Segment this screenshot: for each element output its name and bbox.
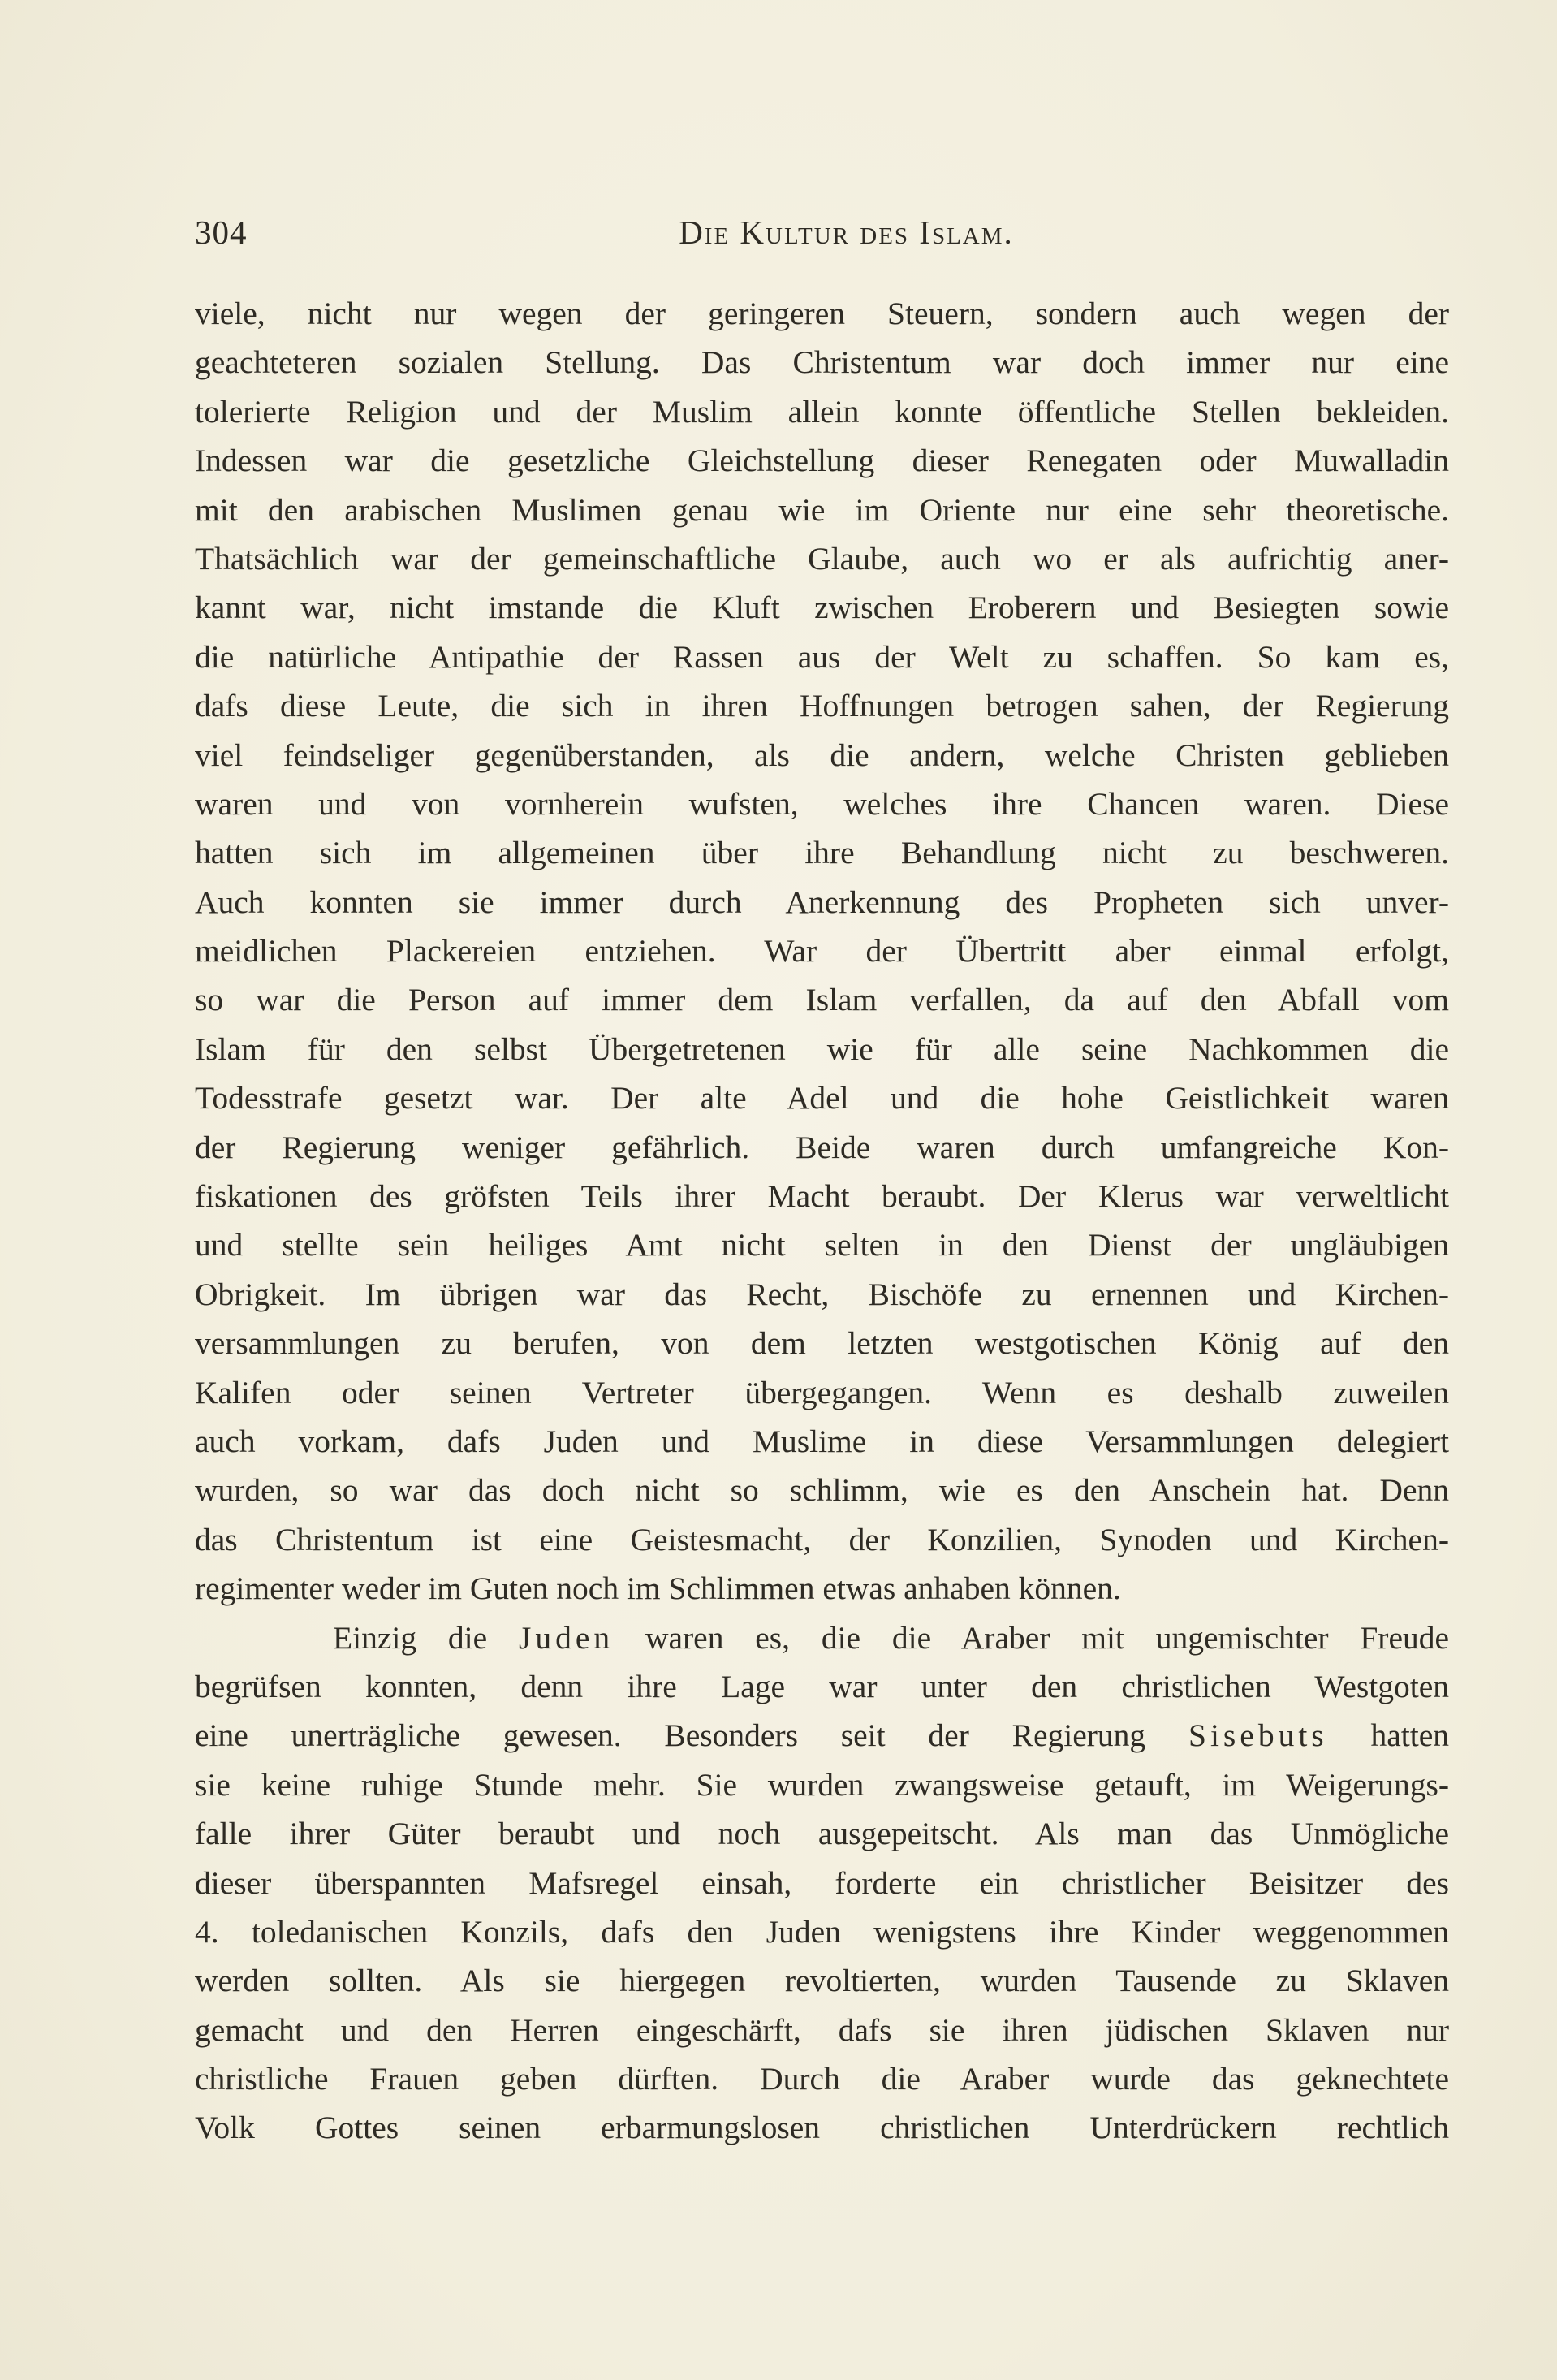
running-title: Die Kultur des Islam. xyxy=(679,214,1014,251)
text-line: so war die Person auf immer dem Islam verfallen, da auf den Abfall vom xyxy=(195,982,1449,1018)
text-line: viele, nicht nur wegen der geringeren Steuern, sondern auch wegen der xyxy=(195,296,1449,331)
body-text xyxy=(195,289,1449,2153)
text-line: waren und von vornherein wufsten, welches ihre Chancen waren. Diese xyxy=(195,785,1449,822)
text-line: gemacht und den Herren eingeschärft, dafs sie ihren jüdischen Sklaven nur xyxy=(195,2011,1449,2048)
text-line: die natürliche Antipathie der Rassen aus der Welt zu schaffen. So kam es, xyxy=(195,638,1449,675)
text-line: christliche Frauen geben dürften. Durch die Araber wurde das geknechtete xyxy=(195,2061,1449,2097)
text-line: Todesstrafe gesetzt war. Der alte Adel und die hohe Geistlichkeit waren xyxy=(195,1080,1449,1117)
text-line: der Regierung weniger gefährlich. Beide waren durch umfangreiche Kon- xyxy=(195,1129,1449,1165)
text-line: Kalifen oder seinen Vertreter übergegangen. Wenn es deshalb zuweilen xyxy=(195,1374,1449,1410)
text-segment: hatten xyxy=(1370,1717,1449,1754)
text-line xyxy=(195,1613,1449,1662)
text-line: fiskationen des gröfsten Teils ihrer Macht beraubt. Der Klerus war verweltlicht xyxy=(195,1178,1449,1215)
text-line: Thatsächlich war der gemeinschaftliche Glaube, auch wo er als aufrichtig aner- xyxy=(195,540,1449,577)
text-line: sie keine ruhige Stunde mehr. Sie wurden zwangsweise getauft, im Weigerungs- xyxy=(195,1766,1449,1803)
text-line: tolerierte Religion und der Muslim allein konnte öffentliche Stellen bekleiden. xyxy=(195,393,1449,430)
text-line: wurden, so war das doch nicht so schlimm, wie es den Anschein hat. Denn xyxy=(195,1472,1449,1509)
text-line: viel feindseliger gegenüberstanden, als die andern, welche Christen geblieben xyxy=(195,736,1449,773)
paragraph-2 xyxy=(195,1613,1449,2153)
text-line: mit den arabischen Muslimen genau wie im Oriente nur eine sehr theoretische. xyxy=(195,491,1449,528)
text-line: kannt war, nicht imstande die Kluft zwischen Eroberern und Besiegten sowie xyxy=(195,590,1449,626)
text-line: regimenter weder im Guten noch im Schlimmen etwas anhaben können. xyxy=(195,1570,1121,1607)
text-line: falle ihrer Güter beraubt und noch ausgepeitscht. Als man das Unmögliche xyxy=(195,1816,1449,1852)
paragraph-1 xyxy=(195,289,1449,1613)
text-line: hatten sich im allgemeinen über ihre Behandlung nicht zu beschweren. xyxy=(195,835,1449,871)
text-line: dieser überspannten Mafsregel einsah, forderte ein christlicher Beisitzer des xyxy=(195,1864,1449,1901)
text-line: 4. toledanischen Konzils, dafs den Juden wenigstens ihre Kinder weggenommen xyxy=(195,1913,1449,1950)
text-line: dafs diese Leute, die sich in ihren Hoffnungen betrogen sahen, der Regierung xyxy=(195,688,1449,724)
text-line: werden sollten. Als sie hiergegen revoltierten, wurden Tausende zu Sklaven xyxy=(195,1963,1449,1999)
text-line: begrüfsen konnten, denn ihre Lage war unter den christlichen Westgoten xyxy=(195,1668,1449,1704)
text-line: Islam für den selbst Übergetretenen wie für alle seine Nachkommen die xyxy=(195,1030,1449,1067)
text-segment: Einzig die xyxy=(333,1619,488,1656)
page-number: 304 xyxy=(195,214,248,251)
text-line: und stellte sein heiliges Amt nicht selten in den Dienst der ungläubigen xyxy=(195,1227,1449,1263)
text-line: Auch konnten sie immer durch Anerkennung des Propheten sich unver- xyxy=(195,883,1449,920)
text-line: Obrigkeit. Im übrigen war das Recht, Bischöfe zu ernennen und Kirchen- xyxy=(195,1276,1449,1312)
text-line: Volk Gottes seinen erbarmungslosen christlichen Unterdrückern rechtlich xyxy=(195,2110,1449,2146)
spaced-name: Sisebuts xyxy=(1188,1717,1328,1754)
text-line: Indessen war die gesetzliche Gleichstellung dieser Renegaten oder Muwalladin xyxy=(195,443,1449,479)
text-line: geachteteren sozialen Stellung. Das Christentum war doch immer nur eine xyxy=(195,344,1449,381)
text-line: versammlungen zu berufen, von dem letzten westgotischen König auf den xyxy=(195,1325,1449,1362)
page-header xyxy=(195,213,1449,261)
text-segment: eine unerträgliche gewesen. Besonders seit der Regierung xyxy=(195,1717,1146,1754)
spaced-name: Juden xyxy=(518,1619,615,1656)
text-line: auch vorkam, dafs Juden und Muslime in diese Versammlungen delegiert xyxy=(195,1423,1449,1459)
text-line: meidlichen Plackereien entziehen. War der Übertritt aber einmal erfolgt, xyxy=(195,933,1449,970)
text-segment: waren es, die die Araber mit ungemischter Freude xyxy=(645,1619,1450,1656)
text-line xyxy=(195,1711,1449,1760)
text-line: das Christentum ist eine Geistesmacht, der Konzilien, Synoden und Kirchen- xyxy=(195,1521,1449,1557)
